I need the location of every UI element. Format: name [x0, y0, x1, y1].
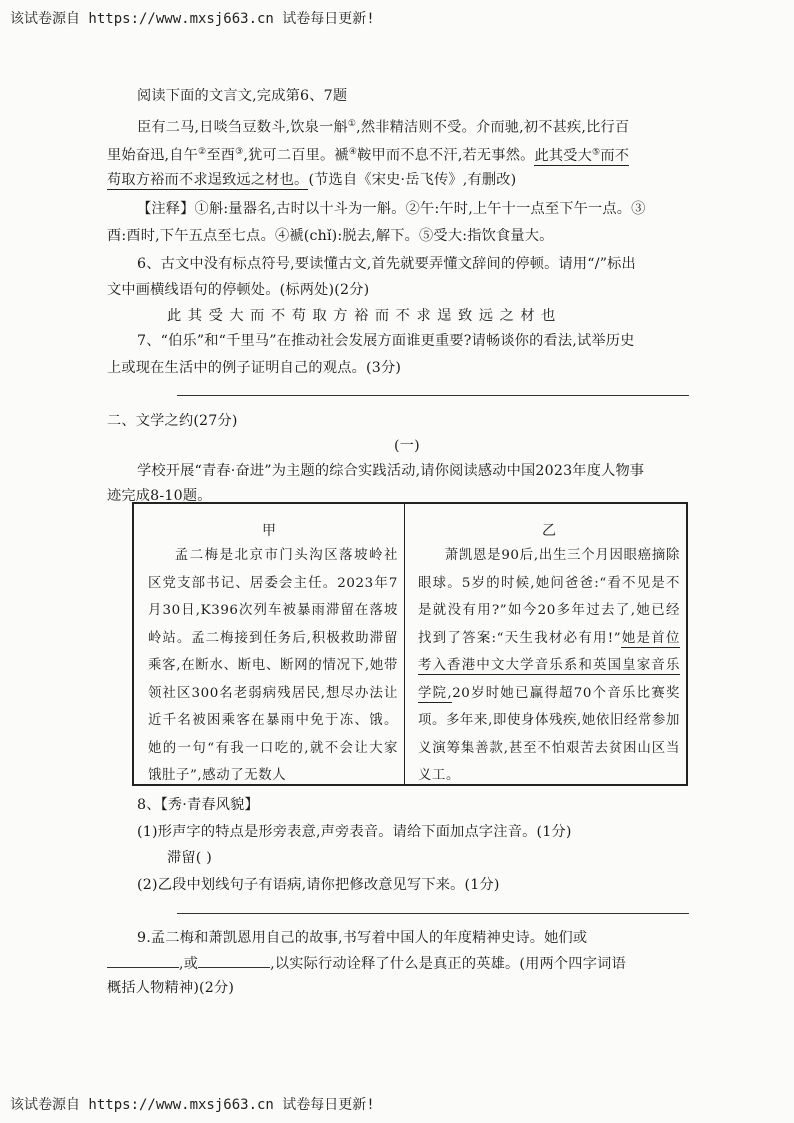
flawed-sentence: 她是首位考入香港中文大学音乐系和英国皇家音乐学院,: [418, 630, 680, 701]
source-banner-bottom: 该试卷源自 https://www.mxsj663.cn 试卷每日更新!: [10, 1097, 375, 1113]
question-7-line-1: 7、“伯乐”和“千里马”在推动社会发展方面谁更重要?请畅谈你的看法,试举历史: [137, 333, 635, 349]
question-8-title: 8、【秀·青春风貌】: [137, 797, 259, 813]
notes-line-1: 【注释】①斛:量器名,古时以十斗为一斛。②午:午时,上午十一点至下午一点。③: [137, 201, 646, 217]
question-8-word[interactable]: 滞留( ): [167, 850, 212, 866]
question-6-sentence[interactable]: 此其受大而不苟取方裕而不求逞致远之材也: [167, 308, 562, 324]
question-9-line-2: ,或 ,以实际行动诠释了什么是真正的英雄。(用两个四字词语: [107, 953, 626, 974]
table-divider: [404, 504, 405, 784]
section-2-part-label: (一): [394, 438, 420, 454]
section-2-intro-line-2: 迹完成8-10题。: [107, 488, 212, 504]
biography-table: [132, 502, 688, 786]
question-7-line-2: 上或现在生活中的例子证明自己的观点。(3分): [107, 360, 402, 376]
question-6-line-2: 文中画横线语句的停顿处。(标两处)(2分): [107, 282, 370, 298]
table-head-yi: 乙: [542, 523, 556, 539]
notes-line-2: 酉:酉时,下午五点至七点。④褫(chǐ):脱去,解下。⑤受大:指饮食量大。: [107, 228, 554, 244]
question-6-line-1: 6、古文中没有标点符号,要读懂古文,首先就要弄懂文辞间的停顿。请用“/”标出: [137, 256, 636, 272]
classical-intro: 阅读下面的文言文,完成第6、7题: [137, 88, 348, 104]
question-8-1: (1)形声字的特点是形旁表意,声旁表音。请给下面加点字注音。(1分): [137, 824, 572, 840]
table-body-jia: 孟二梅是北京市门头沟区落坡岭社区党支部书记、居委会主任。2023年7月30日,K396次列车被暴雨滞留在落坡岭站。孟二梅接到任务后,积极救助滞留乘客,在断水、断电、断网的情况下,她带领社区300名老弱病残居民,想尽办法让近千名被困乘客在暴雨中免于冻、饿。她的一句“有我一口吃的,就不会让大家饿肚子”,感动了无数人: [148, 548, 398, 783]
classical-text-line-3: 苟取方裕而不求逞致远之材也。(节选自《宋史·岳飞传》,有删改): [107, 172, 517, 188]
classical-text-line-1: 臣有二马,日啖刍豆数斗,饮泉一斛①,然非精洁则不受。介而驰,初不甚疾,比行百: [137, 119, 630, 136]
table-head-jia: 甲: [262, 523, 276, 539]
section-2-intro-line-1: 学校开展“青春·奋进”为主题的综合实践活动,请你阅读感动中国2023年度人物事: [137, 463, 645, 479]
answer-blank-1[interactable]: [107, 953, 179, 968]
answer-line-q8[interactable]: [177, 913, 689, 914]
underlined-sentence-part-1: 此其受大⑤而不: [534, 147, 630, 164]
question-9-line-3: 概括人物精神)(2分): [107, 980, 235, 996]
question-9-line-1: 9.孟二梅和萧凯恩用自己的故事,书写着中国人的年度精神史诗。她们或: [137, 930, 588, 946]
classical-text-line-2: 里始奋迅,自午②至酉③,犹可二百里。褫④鞍甲而不息不汗,若无事然。此其受大⑤而不: [107, 147, 630, 164]
section-2-title: 二、文学之约(27分): [107, 413, 238, 429]
answer-line-q7[interactable]: [177, 395, 689, 396]
answer-blank-2[interactable]: [198, 953, 270, 968]
source-banner-top: 该试卷源自 https://www.mxsj663.cn 试卷每日更新!: [10, 11, 375, 27]
underlined-sentence-part-2: 苟取方裕而不求逞致远之材也。: [107, 172, 309, 188]
question-8-2: (2)乙段中划线句子有语病,请你把修改意见写下来。(1分): [137, 877, 500, 893]
table-body-yi: 萧凯恩是90后,出生三个月因眼癌摘除眼球。5岁的时候,她问爸爸:“看不见是不是就没有用?”如今20多年过去了,她已经找到了答案:“天生我材必有用!”她是首位考入香港中文大学音乐系和英国皇家音乐学院,20岁时她已赢得超70个音乐比赛奖项。多年来,即使身体残疾,她依旧经常参加义演筹集善款,甚至不怕艰苦去贫困山区当义工。: [418, 548, 680, 783]
